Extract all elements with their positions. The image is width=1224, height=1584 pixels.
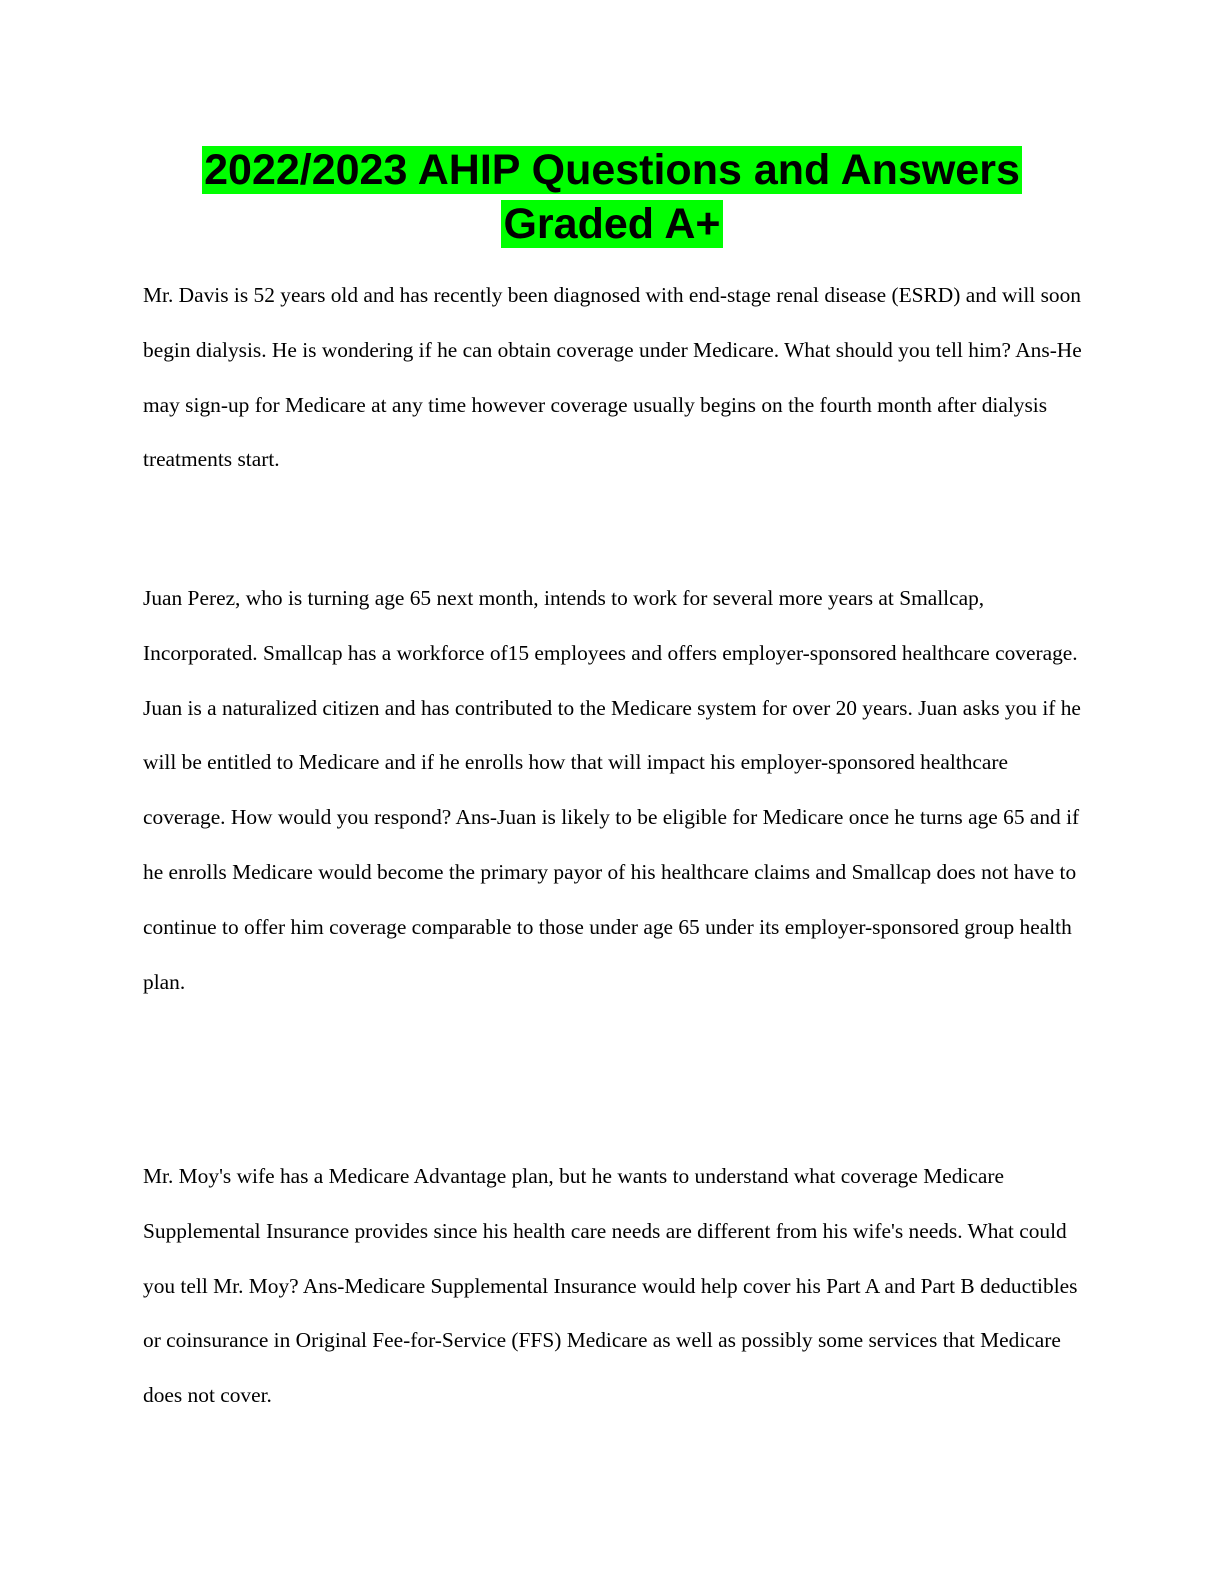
title-line-2: Graded A+ xyxy=(503,200,721,248)
document-title xyxy=(0,143,1224,251)
question-paragraph-mr-moy: Mr. Moy's wife has a Medicare Advantage plan, but he wants to understand what coverage Medicare Supplemental Insurance provides since his health care needs are different from his wife's needs. What could you tell Mr. Moy? Ans-Medicare Supplemental Insurance would help cover his Part A and Part B deductibles or coinsurance in Original Fee-for-Service (FFS) Medicare as well as possibly some services that Medicare does not cover. xyxy=(143,1164,1078,1408)
question-paragraph-esrd: Mr. Davis is 52 years old and has recently been diagnosed with end-stage renal disease (ESRD) and will soon begin dialysis. He is wondering if he can obtain coverage under Medicare. What should you tell him? Ans-He may sign-up for Medicare at any time however coverage usually begins on the fourth month after dialysis treatments start. xyxy=(143,283,1082,472)
title-line-1: 2022/2023 AHIP Questions and Answers xyxy=(204,146,1020,194)
question-paragraph-juan-perez: Juan Perez, who is turning age 65 next month, intends to work for several more years at Smallcap, Incorporated. Smallcap has a workforce of15 employees and offers employer-sponsored healthcare coverage. Juan is a naturalized citizen and has contributed to the Medicare system for over 20 years. Juan asks you if he will be entitled to Medicare and if he enrolls how that will impact his employer-sponsored healthcare coverage. How would you respond? Ans-Juan is likely to be eligible for Medicare once he turns age 65 and if he enrolls Medicare would become the primary payor of his healthcare claims and Smallcap does not have to continue to offer him coverage comparable to those under age 65 under its employer-sponsored group health plan. xyxy=(143,586,1081,994)
